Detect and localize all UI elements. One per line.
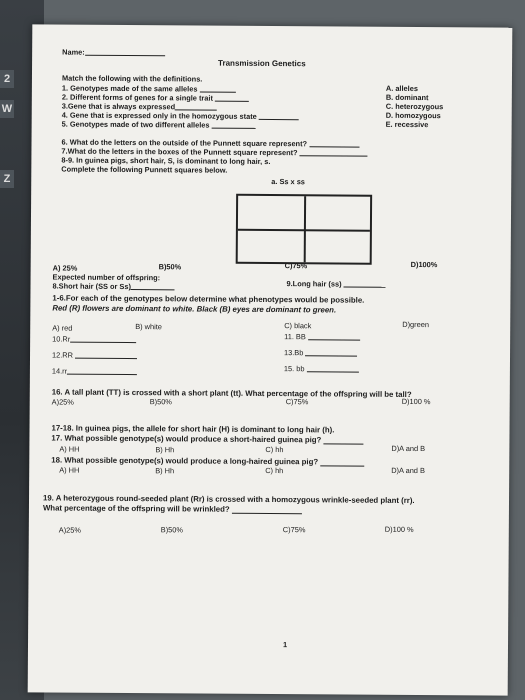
dominance-rule: Red (R) flowers are dominant to white. Black (B) eyes are dominant to green. bbox=[52, 303, 337, 315]
question-7: 7.What do the letters in the boxes of the Punnett square represent? bbox=[61, 148, 367, 158]
question-6: 6. What do the letters on the outside of the Punnett square represent? bbox=[61, 139, 359, 148]
matching-item: 3.Gene that is always expressed bbox=[62, 103, 217, 111]
cross-label: a. Ss x ss bbox=[271, 177, 305, 187]
genotype-item: 11. BB bbox=[284, 333, 360, 341]
side-tab: Z bbox=[0, 170, 14, 188]
worksheet-page bbox=[28, 24, 513, 695]
page-title: Transmission Genetics bbox=[218, 58, 306, 69]
phenotype-choice: B) white bbox=[135, 322, 162, 332]
choice-c: C)75% bbox=[282, 525, 306, 535]
choice-b: B)50% bbox=[149, 397, 172, 407]
choice-c: C)75% bbox=[285, 397, 309, 407]
matching-choice: A. alleles bbox=[385, 83, 418, 94]
choice-b: B)50% bbox=[160, 525, 184, 535]
question-9: 9.Long hair (ss) bbox=[287, 280, 386, 288]
choice-a: A)25% bbox=[51, 397, 74, 407]
genotype-item: 10.Rr bbox=[52, 335, 136, 343]
page-number: 1 bbox=[282, 640, 288, 650]
choice-a: A)25% bbox=[58, 525, 82, 535]
matching-item: 2. Different forms of genes for a single trait bbox=[62, 94, 249, 103]
question-18: 18. What possible genotype(s) would produce a long-haired guinea pig? bbox=[51, 456, 364, 466]
question-17: 17. What possible genotype(s) would produce a short-haired guinea pig? bbox=[51, 434, 363, 444]
punnett-square[interactable] bbox=[236, 194, 372, 265]
question-19: 19. A heterozygous round-seeded plant (Rr) is crossed with a homozygous wrinkle-seeded plant (rr). bbox=[43, 493, 415, 506]
name-label: Name: bbox=[62, 49, 165, 57]
phenotype-instruction: 1-6.For each of the genotypes below determine what phenotypes would be possible. bbox=[52, 293, 365, 305]
choice-d: D)A and B bbox=[391, 465, 425, 476]
matching-choice: C. heterozygous bbox=[385, 101, 444, 112]
choice-c: C) hh bbox=[265, 465, 284, 476]
phenotype-choice: D)green bbox=[402, 319, 429, 330]
choice-b: B)50% bbox=[158, 262, 182, 272]
choice-d: D)100% bbox=[410, 259, 438, 270]
choice-a: A) HH bbox=[59, 465, 80, 475]
choice-b: B) Hh bbox=[155, 466, 175, 476]
matching-item: 4. Gene that is expressed only in the homozygous state bbox=[62, 112, 299, 121]
phenotype-choice: A) red bbox=[52, 323, 73, 333]
matching-choice: E. recessive bbox=[385, 119, 429, 130]
matching-choice: B. dominant bbox=[385, 92, 429, 103]
side-tab: 2 bbox=[0, 70, 14, 88]
expected-offspring-label: Expected number of offspring: bbox=[52, 272, 161, 283]
matching-item: 1. Genotypes made of the same alleles bbox=[62, 85, 236, 94]
matching-instruction: Match the following with the definitions. bbox=[61, 73, 203, 84]
question-8: 8.Short hair (SS or Ss) bbox=[52, 282, 175, 290]
choice-a: A) HH bbox=[59, 444, 80, 454]
choice-d: D)A and B bbox=[391, 443, 426, 454]
phenotype-choice: C) black bbox=[284, 321, 312, 331]
genotype-item: 13.Bb bbox=[284, 349, 357, 357]
question-19-line2: What percentage of the offspring will be wrinkled? bbox=[43, 504, 302, 514]
question-8-9-intro: 8-9. In guinea pigs, short hair, S, is dominant to long hair, s. bbox=[61, 155, 271, 166]
choice-d: D)100 % bbox=[384, 524, 414, 535]
choice-b: B) Hh bbox=[155, 445, 175, 455]
punnett-instruction: Complete the following Punnett squares below. bbox=[61, 164, 228, 175]
genotype-item: 15. bb bbox=[284, 365, 359, 373]
matching-choice: D. homozygous bbox=[385, 110, 441, 121]
question-16: 16. A tall plant (TT) is crossed with a short plant (tt). What percentage of the offspring will be tall? bbox=[51, 387, 412, 399]
genotype-item: 14.rr bbox=[52, 367, 137, 375]
choice-a: A) 25% bbox=[52, 263, 78, 273]
choice-d: D)100 % bbox=[401, 396, 431, 407]
matching-item: 5. Genotypes made of two different alleles bbox=[62, 121, 256, 130]
question-17-18-intro: 17-18. In guinea pigs, the allele for short hair (H) is dominant to long hair (h). bbox=[51, 423, 335, 435]
genotype-item: 12.RR bbox=[52, 351, 137, 359]
choice-c: C)75% bbox=[284, 261, 308, 271]
side-tab: W bbox=[0, 100, 14, 118]
choice-c: C) hh bbox=[265, 444, 284, 455]
